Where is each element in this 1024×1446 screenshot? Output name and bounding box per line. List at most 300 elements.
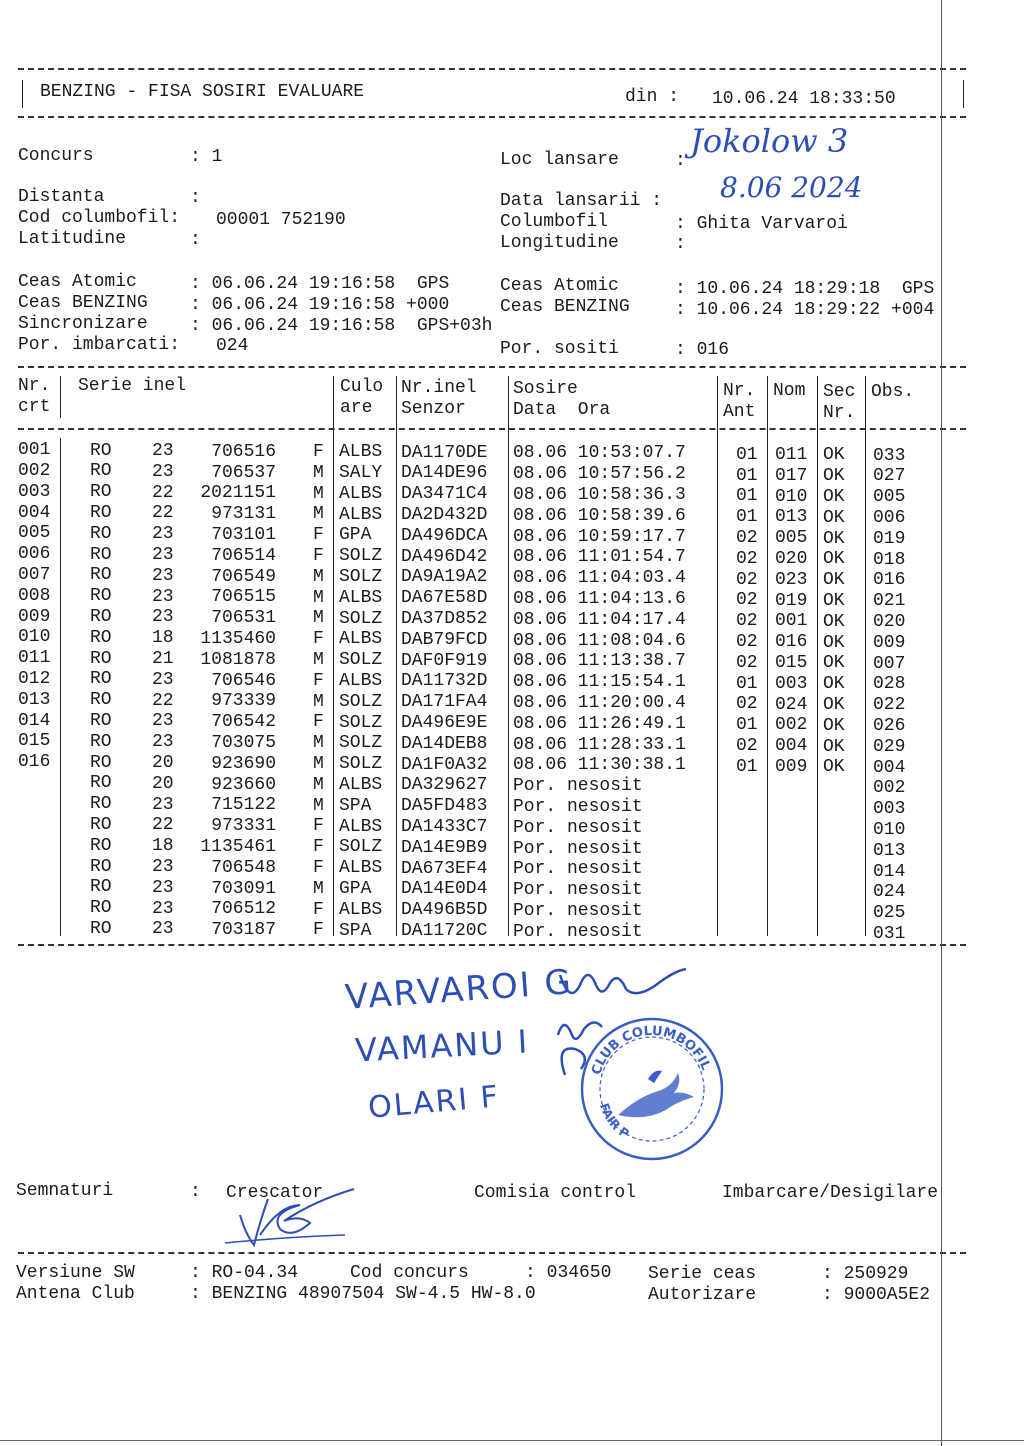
paper-fold-line [941,0,942,1446]
cell-sosire: Por. nesosit [513,900,643,921]
cell-sec: OK [823,715,845,736]
cell-tara: RO [90,773,112,794]
cell-obs: 007 [873,653,906,674]
cell-culoare: ALBS [339,816,383,837]
table-row [0,502,1024,529]
cell-senzor: DA673EF4 [401,858,488,879]
sincronizare-label: Sincronizare [18,314,148,334]
cell-an: 23 [152,919,174,940]
cell-nom: 011 [775,445,808,466]
th-sec-1: Sec [823,382,856,402]
cell-tara: RO [90,606,112,627]
cell-nom: 020 [775,549,808,570]
table-row [0,710,1024,737]
cell-culoare: SOLZ [339,567,383,587]
cell-senzor: DA14E9B9 [401,837,488,858]
cell-nom: 010 [775,486,808,507]
th-nr-ant-2: Ant [723,402,756,422]
cell-senzor: DA14DEB8 [401,733,488,754]
table-row [0,731,1024,757]
table-row [0,648,1024,674]
cell-sosire: 08.06 11:26:49.1 [513,713,686,734]
cell-inel: 1135460 [200,628,276,649]
cell-nr: 012 [18,668,51,689]
cell-senzor: DAB79FCD [401,629,488,650]
cell-inel: 706516 [211,441,276,462]
versiune-sw-value: : RO-04.34 [190,1263,299,1283]
cell-senzor: DA496D42 [401,546,488,567]
club-stamp [578,1015,726,1163]
cell-sosire: 08.06 10:58:36.3 [513,484,686,505]
cell-sosire: 08.06 11:28:33.1 [513,734,686,755]
table-row [0,794,1024,820]
cell-tara: RO [90,523,112,544]
handwritten-name-3: OLARI F [366,1079,502,1126]
cell-obs: 024 [873,882,906,903]
cell-obs: 020 [873,612,906,633]
cell-inel: 923660 [211,774,276,795]
th-serie-inel: Serie inel [78,376,187,396]
cell-obs: 031 [873,924,906,945]
footer-top-rule [18,1252,966,1254]
cell-culoare: ALBS [339,587,383,608]
cell-sec: OK [823,653,845,674]
por-sositi-label: Por. sositi [500,339,619,359]
signatures-label: Semnaturi [16,1181,114,1201]
cell-sosire: 08.06 11:13:38.7 [513,651,686,672]
cell-sex: F [313,712,324,733]
cell-an: 18 [152,628,174,649]
cell-sec: OK [823,466,845,487]
cell-nr: 013 [18,689,51,710]
th-sosire-2: Data Ora [513,400,611,420]
th-culoare-2: are [340,398,373,418]
cell-culoare: SOLZ [339,546,383,567]
cell-sosire: Por. nesosit [513,859,643,880]
cell-ant: 02 [736,735,758,756]
cell-nr: 004 [18,502,51,523]
cell-tara: RO [90,856,112,877]
cell-senzor: DA496E9E [401,712,488,733]
sincronizare-value: : 06.06.24 19:16:58 GPS+03h [190,316,493,336]
cell-nom: 004 [775,736,808,757]
signatures-colon: : [190,1182,201,1202]
cod-concurs-value: : 034650 [525,1263,612,1283]
cell-sex: M [313,566,324,587]
th-obs: Obs. [871,382,915,402]
cell-nr: 007 [18,564,51,585]
cell-culoare: SOLZ [339,754,383,775]
cell-senzor: DAF0F919 [401,650,488,671]
autorizare-label: Autorizare [648,1285,757,1305]
svg-text:CLUB COLUMBOFIL: CLUB COLUMBOFIL [589,1023,714,1077]
cell-sex: F [313,629,324,650]
cell-ant: 02 [736,631,758,652]
cell-inel: 703101 [211,524,276,545]
serie-ceas-label: Serie ceas [648,1264,757,1284]
cell-obs: 026 [873,716,906,737]
cell-nom: 015 [775,653,808,674]
cell-ant: 02 [736,527,758,548]
cell-nr: 016 [18,752,51,773]
cell-obs: 029 [873,736,906,757]
cell-tara: RO [90,627,112,648]
cell-sosire: Por. nesosit [513,796,643,817]
cell-obs: 025 [873,903,906,924]
cell-obs: 021 [873,591,906,612]
table-row [0,585,1024,612]
cell-sosire: Por. nesosit [513,921,643,942]
cell-nom: 003 [775,673,808,694]
cell-nom: 009 [775,757,808,778]
cell-inel: 923690 [211,753,276,774]
table-row [0,440,1024,466]
cell-obs: 003 [873,799,906,820]
table-row [0,564,1024,591]
cell-nr: 008 [18,585,51,606]
sig-crescator: Crescator [226,1183,324,1203]
cell-sosire: Por. nesosit [513,880,643,901]
cell-obs: 028 [873,674,906,695]
cell-senzor: DA14DE96 [401,463,488,484]
table-row [0,481,1024,508]
cell-nr: 015 [18,731,51,752]
cell-inel: 706515 [211,587,276,608]
cell-nr: 009 [18,606,51,627]
versiune-sw-label: Versiune SW [16,1263,135,1283]
cell-culoare: SOLZ [339,650,383,671]
ceas-benzing-right-label: Ceas BENZING [500,297,630,317]
cell-tara: RO [90,752,112,773]
cell-tara: RO [90,898,112,919]
cell-tara: RO [90,461,112,482]
cell-tara: RO [90,502,112,523]
por-imbarcati-value: 024 [216,336,249,356]
cell-sex: M [313,483,324,504]
cell-culoare: ALBS [339,629,383,650]
cell-senzor: DA5FD483 [401,796,488,817]
cell-sex: M [313,691,324,712]
cell-obs: 022 [873,695,906,716]
cod-concurs-label: Cod concurs [350,1263,469,1283]
cell-culoare: SOLZ [339,733,383,754]
table-row [0,689,1024,716]
table-row [0,918,1024,945]
cell-tara: RO [90,690,112,711]
cell-nom: 002 [775,715,808,736]
cell-ant: 01 [736,444,758,465]
cell-sosire: 08.06 10:58:39.6 [513,505,686,526]
cell-sex: F [313,525,324,546]
cell-inel: 2021151 [200,483,276,504]
cell-inel: 706548 [211,857,276,878]
cell-tara: RO [90,482,112,503]
cell-inel: 706512 [211,899,276,920]
cell-inel: 706531 [211,608,276,629]
table-row [0,814,1024,841]
ceas-benzing-arrival: : 10.06.24 18:29:22 +004 [675,300,935,320]
cell-sec: OK [823,570,845,591]
cell-nom: 023 [775,569,808,590]
handwritten-name-1: VARVAROI G [343,962,575,1018]
cell-senzor: DA329627 [401,775,488,796]
cell-culoare: SALY [339,463,383,483]
cell-sex: F [313,858,324,879]
cell-culoare: ALBS [339,775,383,795]
th-nr-ant-1: Nr. [723,381,756,401]
cell-inel: 703075 [211,732,276,753]
cell-culoare: SPA [339,920,372,941]
th-nr-crt-2: crt [18,397,51,417]
cell-sec: OK [823,507,845,528]
cell-an: 23 [152,544,174,565]
cell-culoare: GPA [339,525,372,546]
ceas-atomic-right-label: Ceas Atomic [500,276,619,296]
cell-sosire: 08.06 11:04:17.4 [513,609,686,630]
loc-lansare-label: Loc lansare [500,150,619,170]
cell-nr: 010 [18,627,51,648]
cell-inel: 715122 [211,795,276,816]
cell-an: 21 [152,648,174,669]
cell-an: 23 [152,565,174,586]
table-row [0,668,1024,695]
cell-senzor: DA496B5D [401,900,488,921]
por-sositi-value: : 016 [675,340,730,360]
antena-club-value: : BENZING 48907504 SW-4.5 HW-8.0 [190,1284,536,1304]
cell-ant: 02 [736,548,758,569]
cell-sosire: 08.06 11:04:13.6 [513,588,686,609]
cell-nom: 017 [775,465,808,486]
cell-sex: M [313,650,324,671]
svg-text:FAIR P: FAIR P [597,1101,632,1141]
cell-obs: 002 [873,778,906,799]
cell-an: 23 [152,711,174,732]
cell-culoare: ALBS [339,483,383,504]
cell-obs: 013 [873,840,906,861]
cell-tara: RO [90,565,112,586]
table-row [0,606,1024,633]
th-culoare-1: Culo [340,377,384,397]
cell-ant: 01 [736,673,758,694]
th-nr-inel-2: Senzor [401,399,466,419]
cell-nr: 011 [18,648,51,669]
cell-culoare: ALBS [339,899,383,920]
cell-tara: RO [90,814,112,835]
cell-tara: RO [90,835,112,856]
cell-culoare: SOLZ [339,691,383,712]
cell-senzor: DA11732D [401,671,488,692]
cell-sec: OK [823,736,845,757]
cell-nom: 024 [775,694,808,715]
cell-sex: F [313,816,324,837]
cell-senzor: DA1170DE [401,442,488,463]
cell-ant: 01 [736,715,758,736]
cell-an: 23 [152,794,174,815]
cell-obs: 018 [873,549,906,570]
cell-sex: M [313,774,324,795]
cell-sex: F [313,442,324,463]
cell-sosire: Por. nesosit [513,776,643,797]
serie-ceas-value: : 250929 [822,1264,909,1284]
cell-nom: 016 [775,632,808,653]
cell-sex: M [313,733,324,754]
cell-obs: 019 [873,528,906,549]
print-date-value: 10.06.24 18:33:50 [712,89,896,109]
cell-obs: 010 [873,820,906,841]
table-row [0,856,1024,882]
cell-an: 23 [152,732,174,753]
cell-ant: 02 [736,569,758,590]
cell-tara: RO [90,794,112,815]
cell-tara: RO [90,648,112,669]
cell-obs: 005 [873,487,906,508]
cell-inel: 706537 [211,462,276,483]
th-nom: Nom [773,381,806,401]
data-lansarii-handwritten: 8.06 2024 [720,171,863,204]
cell-sec: OK [823,445,845,466]
cell-tara: RO [90,710,112,731]
cell-senzor: DA2D432D [401,504,488,525]
cell-sosire: 08.06 11:08:04.6 [513,630,686,651]
latitudine-colon: : [190,230,201,250]
cell-ant: 02 [736,694,758,715]
cell-an: 23 [152,669,174,690]
th-nr-inel-1: Nr.inel [401,378,477,398]
autorizare-value: : 9000A5E2 [822,1285,931,1305]
cell-an: 18 [152,836,174,857]
table-row [0,898,1024,924]
cell-senzor: DA11720C [401,920,488,941]
cell-ant: 01 [736,486,758,507]
cell-senzor: DA1F0A32 [401,754,488,775]
por-imbarcati-label: Por. imbarcati: [18,335,181,355]
ceas-atomic-arrival: : 10.06.24 18:29:18 GPS [675,279,935,299]
columbofil-value: : Ghita Varvaroi [675,214,848,234]
document-title: BENZING - FISA SOSIRI EVALUARE [40,82,365,102]
latitudine-label: Latitudine [18,229,127,249]
table-row [0,752,1024,778]
cell-sosire: 08.06 11:30:38.1 [513,755,686,776]
cell-culoare: SOLZ [339,837,383,858]
sig-comisia: Comisia control [474,1183,637,1203]
cell-an: 23 [152,440,174,461]
cell-tara: RO [90,918,112,939]
cell-culoare: SOLZ [339,712,383,733]
handwritten-name-2: VAMANU I [354,1022,531,1070]
cell-an: 23 [152,607,174,628]
cell-obs: 014 [873,861,906,882]
cell-nom: 019 [775,590,808,611]
cell-obs: 033 [873,445,906,466]
cell-ant: 02 [736,590,758,611]
cell-ant: 01 [736,507,758,528]
cell-sosire: 08.06 10:53:07.7 [513,443,686,464]
th-sec-2: Nr. [823,403,856,423]
table-row [0,835,1024,861]
cell-an: 22 [152,815,174,836]
paper-bottom-edge [0,1440,1024,1441]
antena-club-label: Antena Club [16,1284,135,1304]
cell-sex: M [313,754,324,775]
cell-senzor: DA37D852 [401,608,488,629]
loc-lansare-handwritten: Jokolow 3 [690,122,849,160]
cell-an: 20 [152,773,174,794]
table-row [0,627,1024,653]
table-row [0,773,1024,799]
print-date-label: din : [625,87,680,107]
cell-sosire: 08.06 11:15:54.1 [513,672,686,693]
cell-an: 23 [152,524,174,545]
cell-inel: 703091 [211,878,276,899]
cell-senzor: DA1433C7 [401,816,488,837]
cell-an: 23 [152,898,174,919]
cell-tara: RO [90,544,112,565]
cell-sex: F [313,837,324,858]
cell-ant: 01 [736,465,758,486]
table-row [0,523,1024,549]
cell-sosire: Por. nesosit [513,838,643,859]
table-row [0,460,1024,487]
cell-nr: 006 [18,544,51,565]
cell-culoare: SOLZ [339,608,383,629]
longitudine-label: Longitudine [500,233,619,253]
cell-ant: 02 [736,611,758,632]
sig-imbarcare: Imbarcare/Desigilare [722,1183,939,1203]
cell-sex: M [313,587,324,608]
cell-sec: OK [823,486,845,507]
table-row [0,877,1024,903]
cell-an: 23 [152,461,174,482]
cell-sec: OK [823,549,845,570]
cell-senzor: DA496DCA [401,525,488,546]
cell-ant: 02 [736,652,758,673]
ceas-atomic-label: Ceas Atomic [18,272,137,292]
data-lansarii-label: Data lansarii : [500,191,663,211]
cell-sex: M [313,504,324,525]
cell-nr: 002 [18,460,51,481]
cell-tara: RO [90,731,112,752]
cell-nom: 013 [775,507,808,528]
crescator-signature [220,1185,380,1255]
distanta-label: Distanta [18,187,105,207]
cell-nom: 001 [775,611,808,632]
cell-obs: 009 [873,632,906,653]
cell-sex: F [313,670,324,691]
cell-sec: OK [823,757,845,778]
cell-inel: 706546 [211,670,276,691]
cell-inel: 706542 [211,712,276,733]
cell-culoare: ALBS [339,442,383,463]
cell-an: 22 [152,503,174,524]
cell-sosire: 08.06 11:04:03.4 [513,568,686,589]
cell-an: 23 [152,877,174,898]
cell-an: 22 [152,690,174,711]
cell-sex: M [313,608,324,629]
cell-inel: 973131 [211,504,276,525]
cell-sosire: 08.06 10:57:56.2 [513,464,686,485]
cell-sosire: Por. nesosit [513,817,643,838]
cell-an: 20 [152,752,174,773]
cell-inel: 706549 [211,566,276,587]
cell-sex: F [313,920,324,941]
cell-culoare: ALBS [339,504,383,525]
concurs-value: : 1 [190,147,223,167]
cell-sosire: 08.06 11:20:00.4 [513,692,686,713]
cell-nr: 005 [18,523,51,544]
concurs-label: Concurs [18,146,94,166]
cell-sec: OK [823,674,845,695]
cell-sex: M [313,462,324,483]
